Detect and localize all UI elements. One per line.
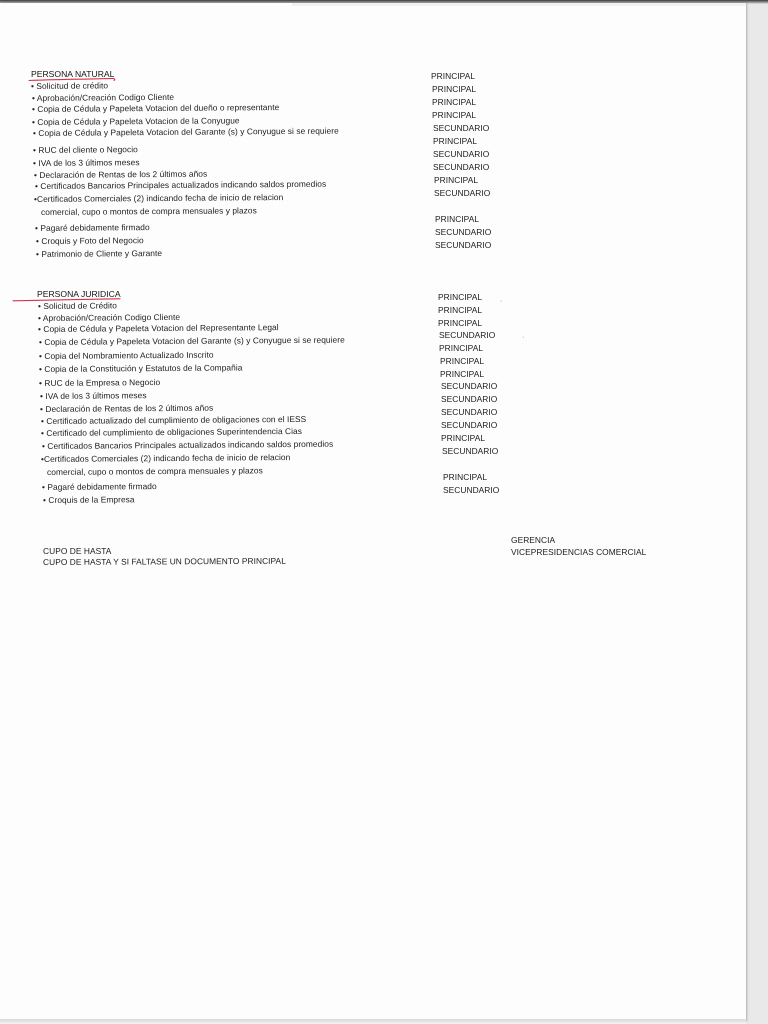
juridica-type-4: SECUNDARIO [439,330,496,340]
natural-type-10: SECUNDARIO [434,188,491,198]
juridica-item-comerciales-cont: comercial, cupo o montos de compra mensuales y plazos [46,465,263,477]
natural-type-3: PRINCIPAL [432,97,477,107]
juridica-item-nombramiento: • Copia del Nombramiento Actualizado Inscrito [38,349,214,361]
juridica-item-aprobacion: • Aprobación/Creación Codigo Cliente [37,311,181,323]
natural-type-9: PRINCIPAL [434,175,479,185]
document-sheet [0,3,746,1021]
natural-item-comerciales: •Certificados Comerciales (2) indicando fecha de inicio de relacion [33,192,284,204]
juridica-item-cedula-representante: • Copia de Cédula y Papeleta Votacion del Representante Legal [37,322,279,334]
sheet-top-highlight [292,3,746,6]
juridica-item-cedula-garante: • Copia de Cédula y Papeleta Votacion del Garante (s) y Conyugue si se requiere [38,334,345,347]
juridica-item-croquis: • Croquis de la Empresa [42,494,135,505]
natural-type-13: SECUNDARIO [435,240,492,250]
natural-item-ruc: • RUC del cliente o Negocio [32,144,138,155]
natural-type-5: SECUNDARIO [433,123,490,133]
natural-type-11: PRINCIPAL [435,214,480,224]
juridica-type-9: SECUNDARIO [441,394,498,404]
natural-item-pagare: • Pagaré debidamente firmado [34,222,150,233]
natural-item-bancarios: • Certificados Bancarios Principales actualizados indicando saldos promedios [34,178,327,191]
juridica-type-11: SECUNDARIO [441,420,498,430]
footer-cupo-documento-principal: CUPO DE HASTA Y SI FALTASE UN DOCUMENTO PRINCIPAL [42,555,286,567]
footer-cupo-de-hasta: CUPO DE HASTA [43,546,112,556]
ink-mark: · [500,298,503,305]
natural-item-cedula-conyugue: • Copia de Cédula y Papeleta Votacion de la Conyugue [31,115,240,127]
juridica-item-iess: • Certificado actualizado del cumplimiento de obligaciones con el IESS [40,413,307,426]
juridica-item-iva: • IVA de los 3 últimos meses [39,390,147,401]
natural-item-cedula-dueno: • Copia de Cédula y Papeleta Votacion del dueño o representante [31,102,280,114]
natural-item-cedula-garante: • Copia de Cédula y Papeleta Votacion del Garante (s) y Conyugue si se requiere [32,125,339,138]
juridica-type-15: SECUNDARIO [443,485,500,495]
heading-persona-natural: PERSONA NATURAL [31,69,115,79]
natural-item-comerciales-cont: comercial, cupo o montos de compra mensuales y plazos [40,205,257,217]
natural-item-rentas: • Declaración de Rentas de los 2 últimos años [33,168,208,180]
natural-item-solicitud: • Solicitud de crédito [30,80,109,91]
juridica-type-1: PRINCIPAL [438,292,483,302]
juridica-type-7: PRINCIPAL [440,369,485,379]
scan-bottom-edge [0,1019,746,1024]
natural-item-croquis: • Croquis y Foto del Negocio [35,235,144,246]
juridica-item-constitucion: • Copia de la Constitución y Estatutos de la Compañia [38,362,243,374]
natural-type-7: SECUNDARIO [433,149,490,159]
juridica-type-8: SECUNDARIO [441,381,498,391]
footer-gerencia: GERENCIA [511,535,556,545]
juridica-item-superintendencia: • Certificado del cumplimiento de obligaciones Superintendencia Cias [40,425,303,438]
juridica-type-3: PRINCIPAL [438,318,483,328]
juridica-item-rentas: • Declaración de Rentas de los 2 últimos años [39,402,214,414]
natural-item-patrimonio: • Patrimonio de Cliente y Garante [35,248,163,259]
natural-type-8: SECUNDARIO [433,162,490,172]
natural-type-1: PRINCIPAL [431,71,476,81]
juridica-type-10: SECUNDARIO [441,407,498,417]
juridica-item-solicitud: • Solicitud de Crédito [37,300,118,311]
natural-item-iva: • IVA de los 3 últimos meses [32,157,140,168]
juridica-type-5: PRINCIPAL [439,343,484,353]
natural-type-2: PRINCIPAL [432,84,477,94]
natural-type-4: PRINCIPAL [432,110,477,120]
natural-type-6: PRINCIPAL [433,136,478,146]
footer-vicepresidencias: VICEPRESIDENCIAS COMERCIAL [511,547,647,557]
juridica-type-2: PRINCIPAL [438,305,483,315]
natural-type-12: SECUNDARIO [435,227,492,237]
natural-item-aprobacion: • Aprobación/Creación Codigo Cliente [31,91,175,103]
juridica-item-ruc: • RUC de la Empresa o Negocio [38,377,161,388]
juridica-item-bancarios: • Certificados Bancarios Principales actualizados indicando saldos promedios [41,438,334,451]
juridica-type-12: PRINCIPAL [441,433,486,443]
juridica-item-comerciales: •Certificados Comerciales (2) indicando fecha de inicio de relacion [40,452,291,464]
juridica-item-pagare: • Pagaré debidamente firmado [41,481,157,492]
juridica-type-14: PRINCIPAL [443,472,488,482]
juridica-type-6: PRINCIPAL [440,356,485,366]
juridica-type-13: SECUNDARIO [442,446,499,456]
heading-persona-juridica: PERSONA JURIDICA [37,289,121,299]
ink-mark: · [522,334,525,341]
